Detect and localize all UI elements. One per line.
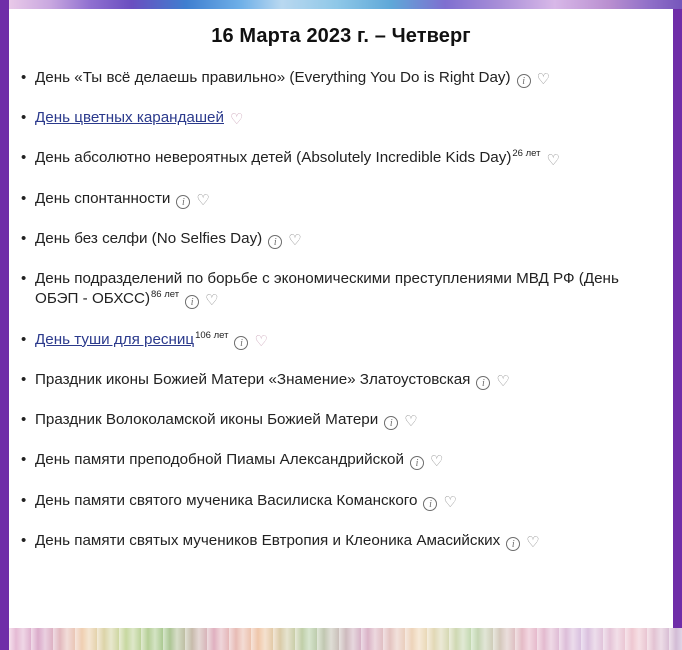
holiday-label: День подразделений по борьбе с экономическими преступлениями МВД РФ (День ОБЭП - ОБХСС)	[35, 270, 619, 308]
heart-icon[interactable]: ♡	[429, 453, 444, 471]
holiday-link[interactable]: День туши для ресниц	[35, 330, 195, 348]
heart-icon[interactable]: ♡	[404, 413, 418, 431]
holiday-label: День без селфи (No Selfies Day)	[35, 229, 263, 247]
holiday-link[interactable]: День цветных карандашей	[35, 109, 224, 127]
info-icon[interactable]: i	[506, 537, 520, 551]
holiday-label: День памяти преподобной Пиамы Александрийской	[35, 451, 404, 469]
list-item	[21, 531, 661, 551]
holiday-label: Праздник Волоколамской иконы Божией Матери	[35, 411, 379, 429]
list-item	[21, 410, 661, 430]
heart-icon[interactable]: ♡	[205, 292, 219, 310]
list-item	[21, 229, 661, 249]
heart-icon[interactable]: ♡	[254, 332, 268, 350]
info-icon[interactable]: i	[423, 497, 437, 511]
holiday-label: Праздник иконы Божией Матери «Знамение» Златоустовская	[35, 370, 471, 388]
list-item	[21, 450, 661, 470]
page-content	[9, 9, 673, 571]
anniversary-badge: 26 лет	[512, 148, 541, 160]
info-icon[interactable]: i	[234, 336, 248, 350]
holiday-label: День памяти святого мученика Василиска Команского	[35, 491, 418, 509]
info-icon[interactable]: i	[517, 74, 531, 88]
holiday-label: День абсолютно невероятных детей (Absolutely Incredible Kids Day)	[35, 149, 512, 167]
heart-icon[interactable]: ♡	[496, 372, 510, 390]
heart-icon[interactable]: ♡	[536, 71, 551, 88]
info-icon[interactable]: i	[176, 195, 190, 209]
list-item	[21, 189, 661, 209]
info-icon[interactable]: i	[268, 235, 282, 249]
holiday-label: День спонтанности	[35, 189, 171, 207]
decorative-top-banner	[9, 0, 682, 9]
heart-icon[interactable]: ♡	[288, 231, 302, 249]
heart-icon[interactable]: ♡	[443, 493, 457, 511]
info-icon[interactable]: i	[410, 456, 424, 470]
list-item	[21, 370, 661, 390]
list-item	[21, 269, 661, 310]
info-icon[interactable]: i	[384, 416, 398, 430]
heart-icon[interactable]: ♡	[230, 111, 244, 129]
list-item	[21, 491, 661, 511]
holiday-list	[21, 68, 661, 551]
anniversary-badge: 106 лет	[195, 329, 229, 341]
list-item	[21, 68, 661, 88]
decorative-bottom-banner	[9, 628, 682, 650]
holiday-label: День «Ты всё делаешь правильно» (Everything You Do is Right Day)	[35, 69, 511, 86]
list-item	[21, 330, 661, 350]
info-icon[interactable]: i	[476, 376, 490, 390]
page-title: 16 Марта 2023 г. – Четверг	[211, 25, 471, 47]
heart-icon[interactable]: ♡	[546, 151, 560, 169]
list-item	[21, 108, 661, 128]
list-item	[21, 148, 661, 168]
holiday-label: День памяти святых мучеников Евтропия и Клеоника Амасийских	[35, 531, 501, 549]
heart-icon[interactable]: ♡	[196, 191, 210, 209]
heart-icon[interactable]: ♡	[526, 533, 540, 551]
anniversary-badge: 86 лет	[151, 289, 180, 301]
info-icon[interactable]: i	[185, 295, 199, 309]
